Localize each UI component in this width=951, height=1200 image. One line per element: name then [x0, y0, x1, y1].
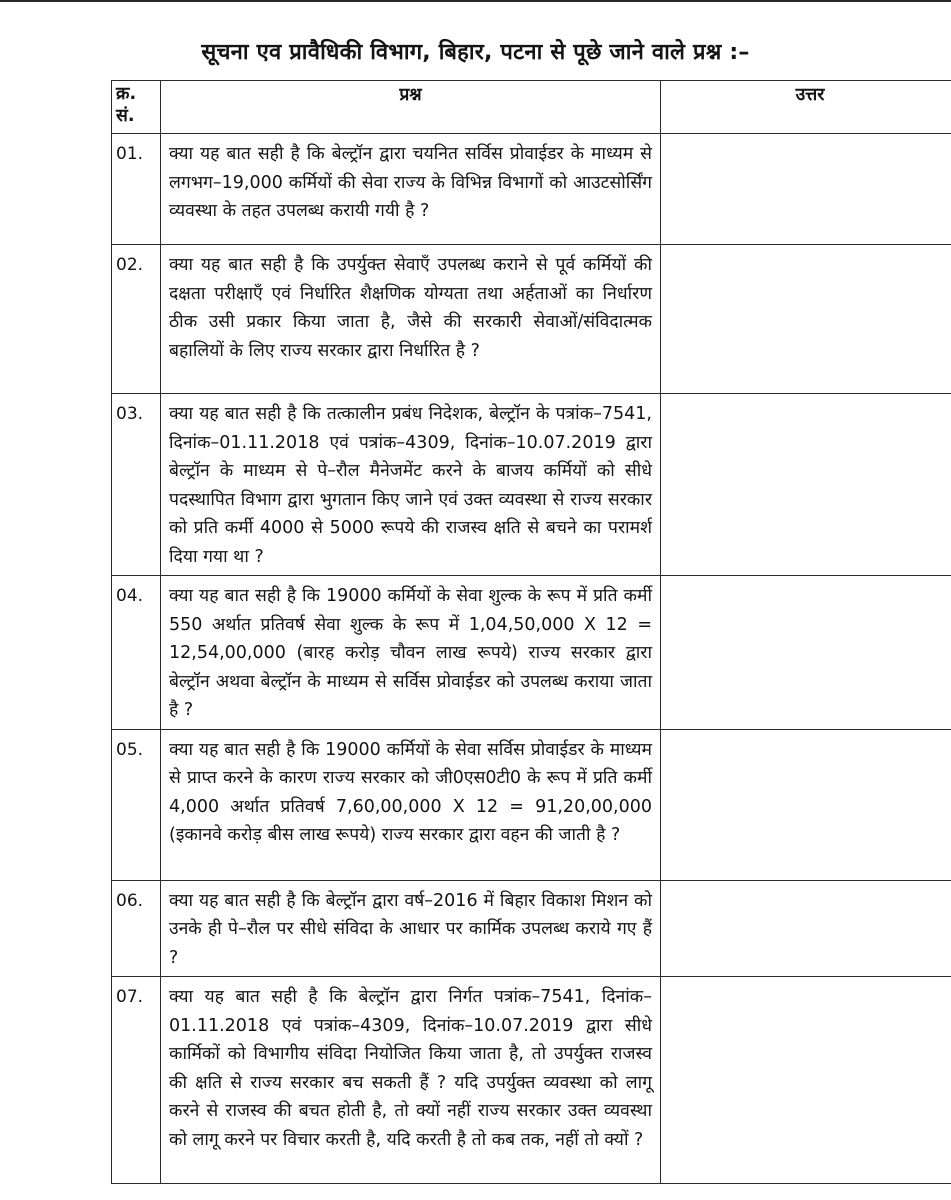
header-question: प्रश्न — [161, 81, 661, 134]
table-row — [112, 394, 951, 576]
row-question: क्या यह बात सही है कि उपर्युक्त सेवाएँ उपलब्ध कराने से पूर्व कर्मियों की दक्षता परीक्षाएँ एवं निर्धारित शैक्षणिक योग्यता तथा अर्हताओं का निर्धारण ठीक उसी प्रकार किया जाता है, जैसे की सरकारी सेवाओं/संविदात्मक बहालियों के लिए राज्य सरकार द्वारा निर्धारित है ? — [161, 245, 661, 394]
row-number: 02. — [112, 245, 161, 394]
row-number: 07. — [112, 977, 161, 1184]
row-number: 05. — [112, 729, 161, 880]
table-row — [112, 134, 951, 245]
table-row — [112, 977, 951, 1184]
header-serial-number: क्र. सं. — [112, 81, 161, 134]
page-title: सूचना एव प्रावैधिकी विभाग, बिहार, पटना से पूछे जाने वाले प्रश्न :– — [201, 40, 750, 65]
row-number: 04. — [112, 576, 161, 730]
row-answer — [661, 245, 951, 394]
row-answer — [661, 977, 951, 1184]
row-question: क्या यह बात सही है कि बेल्ट्रॉन द्वारा वर्ष–2016 में बिहार विकाश मिशन को उनके ही पे–रौल पर सीधे संविदा के आधार पर कार्मिक उपलब्ध कराये गए हैं ? — [161, 880, 661, 977]
row-answer — [661, 576, 951, 730]
row-question: क्या यह बात सही है कि 19000 कर्मियों के सेवा शुल्क के रूप में प्रति कर्मी 550 अर्थात प्रतिवर्ष सेवा शुल्क के रूप में 1,04,50,000 X 12 = 12,54,00,000 (बारह करोड़ चौवन लाख रूपये) राज्य सरकार द्वारा बेल्ट्रॉन अथवा बेल्ट्रॉन के माध्यम से सर्विस प्रोवाईडर को उपलब्ध कराया जाता है ? — [161, 576, 661, 730]
row-question: क्या यह बात सही है कि बेल्ट्रॉन द्वारा निर्गत पत्रांक–7541, दिनांक–01.11.2018 एवं पत्रांक–4309, दिनांक–10.07.2019 द्वारा सीधे कार्मिकों को विभागीय संविदा नियोजित किया जाता है, तो उपर्युक्त राजस्व की क्षति से राज्य सरकार बच सकती हैं ? यदि उपर्युक्त व्यवस्था को लागू करने से राजस्व की बचत होती है, तो क्यों नहीं राज्य सरकार उक्त व्यवस्था को लागू करने पर विचार करती है, यदि करती है तो कब तक, नहीं तो क्यों ? — [161, 977, 661, 1184]
table-row — [112, 576, 951, 730]
row-answer — [661, 134, 951, 245]
row-question: क्या यह बात सही है कि 19000 कर्मियों के सेवा सर्विस प्रोवाईडर के माध्यम से प्राप्त करने के कारण राज्य सरकार को जी0एस0टी0 के रूप में प्रति कर्मी 4,000 अर्थात प्रतिवर्ष 7,60,00,000 X 12 = 91,20,00,000 (इकानवे करोड़ बीस लाख रूपये) राज्य सरकार द्वारा वहन की जाती है ? — [161, 729, 661, 880]
table-row — [112, 729, 951, 880]
top-border-line — [0, 0, 951, 2]
row-question: क्या यह बात सही है कि तत्कालीन प्रबंध निदेशक, बेल्ट्रॉन के पत्रांक–7541, दिनांक–01.11.2018 एवं पत्रांक–4309, दिनांक–10.07.2019 द्वारा बेल्ट्रॉन के माध्यम से पे–रौल मैनेजमेंट करने के बाजय कर्मियों को सीधे पदस्थापित विभाग द्वारा भुगतान किए जाने एवं उक्त व्यवस्था से राज्य सरकार को प्रति कर्मी 4000 से 5000 रूपये की राजस्व क्षति से बचने का परामर्श दिया गया था ? — [161, 394, 661, 576]
questions-table — [111, 80, 951, 1184]
row-number: 03. — [112, 394, 161, 576]
table-row — [112, 245, 951, 394]
header-answer: उत्तर — [661, 81, 951, 134]
row-question: क्या यह बात सही है कि बेल्ट्रॉन द्वारा चयनित सर्विस प्रोवाईडर के माध्यम से लगभग–19,000 कर्मियों की सेवा राज्य के विभिन्न विभागों को आउटसोर्सिंग व्यवस्था के तहत उपलब्ध करायी गयी है ? — [161, 134, 661, 245]
row-answer — [661, 729, 951, 880]
row-number: 06. — [112, 880, 161, 977]
table-row — [112, 880, 951, 977]
table-header-row — [112, 81, 951, 134]
row-answer — [661, 394, 951, 576]
row-answer — [661, 880, 951, 977]
row-number: 01. — [112, 134, 161, 245]
